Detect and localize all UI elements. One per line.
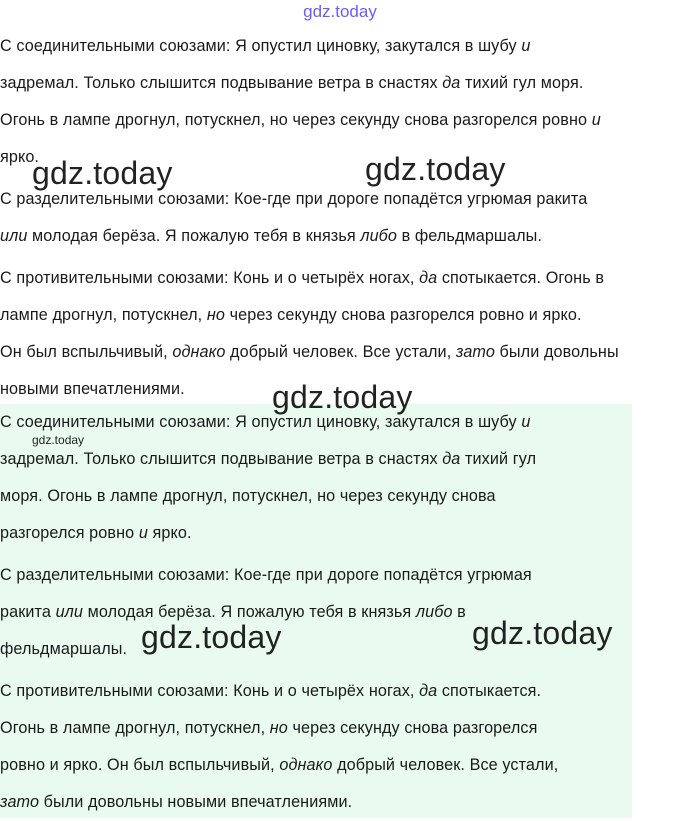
conjunction: зато — [0, 793, 40, 811]
text: спотыкается. Огонь в — [437, 269, 605, 287]
conjunction: да — [442, 450, 461, 468]
text: моря. Огонь в лампе дрогнул, потускнел, но через секунду снова — [0, 487, 496, 505]
answer-block-plain — [0, 28, 680, 408]
conjunction: или — [0, 227, 28, 245]
text: задремал. Только слышится подвывание ветра в снастях — [0, 450, 443, 468]
conjunction: и — [521, 37, 531, 55]
conjunction: и — [521, 413, 531, 431]
text: С соединительными союзами: Я опустил циновку, закутался в шубу — [0, 37, 522, 55]
conjunction: но — [206, 306, 225, 324]
text: С соединительными союзами: Я опустил циновку, закутался в шубу — [0, 413, 522, 431]
text: тихий гул моря. — [460, 74, 584, 92]
paragraph-connective — [0, 404, 632, 552]
text: были довольны новыми впечатлениями. — [39, 793, 353, 811]
text: С разделительными союзами: Кое-где при дороге попадётся угрюмая — [0, 566, 532, 584]
text: С разделительными союзами: Кое-где при дороге попадётся угрюмая ракита — [0, 190, 588, 208]
answer-block-highlighted — [0, 404, 632, 818]
text: задремал. Только слышится подвывание ветра в снастях — [0, 74, 443, 92]
paragraph-disjunctive — [0, 557, 632, 668]
paragraph-adversative — [0, 673, 632, 821]
text: новыми впечатлениями. — [0, 380, 185, 398]
paragraph-disjunctive — [0, 181, 680, 255]
conjunction: либо — [415, 603, 453, 621]
text: через секунду снова разгорелся ровно и ярко. — [224, 306, 582, 324]
watermark: gdz.today — [472, 615, 613, 651]
conjunction: и — [138, 524, 148, 542]
text: разгорелся ровно — [0, 524, 139, 542]
conjunction: или — [55, 603, 83, 621]
text: ярко. — [147, 524, 192, 542]
conjunction: и — [591, 111, 601, 129]
conjunction: да — [442, 74, 461, 92]
conjunction: да — [419, 682, 438, 700]
text: С противительными союзами: Конь и о четырёх ногах, — [0, 269, 420, 287]
text: Огонь в лампе дрогнул, потускнел, — [0, 719, 270, 737]
site-header-link[interactable]: gdz.today — [303, 2, 377, 21]
text: лампе дрогнул, потускнел, — [0, 306, 207, 324]
text: тихий гул — [460, 450, 537, 468]
text: были довольны — [494, 343, 619, 361]
text: ярко. — [0, 148, 40, 166]
watermark-small: gdz.today — [32, 433, 85, 447]
paragraph-connective — [0, 28, 680, 176]
conjunction: зато — [455, 343, 495, 361]
conjunction: но — [269, 719, 288, 737]
text: спотыкается. — [437, 682, 542, 700]
text: Он был вспыльчивый, — [0, 343, 173, 361]
text: в — [452, 603, 466, 621]
text: С противительными союзами: Конь и о четырёх ногах, — [0, 682, 420, 700]
text: добрый человек. Все устали, — [225, 343, 456, 361]
conjunction: однако — [172, 343, 226, 361]
text: ровно и ярко. Он был вспыльчивый, — [0, 756, 280, 774]
text: в фельдмаршалы. — [396, 227, 542, 245]
watermark: gdz.today — [32, 155, 173, 191]
text: через секунду снова разгорелся — [287, 719, 538, 737]
text: фельдмаршалы. — [0, 640, 128, 658]
watermark: gdz.today — [365, 151, 506, 187]
watermark: gdz.today — [141, 619, 282, 655]
conjunction: да — [419, 269, 438, 287]
conjunction: либо — [360, 227, 397, 245]
text: Огонь в лампе дрогнул, потускнел, но через секунду снова разгорелся ровно — [0, 111, 592, 129]
conjunction: однако — [279, 756, 333, 774]
text: ракита — [0, 603, 56, 621]
highlight-content — [0, 404, 632, 821]
text: молодая берёза. Я пожалую тебя в князья — [27, 227, 361, 245]
text: молодая берёза. Я пожалую тебя в князья — [83, 603, 416, 621]
text: добрый человек. Все устали, — [332, 756, 559, 774]
watermark: gdz.today — [272, 379, 413, 415]
